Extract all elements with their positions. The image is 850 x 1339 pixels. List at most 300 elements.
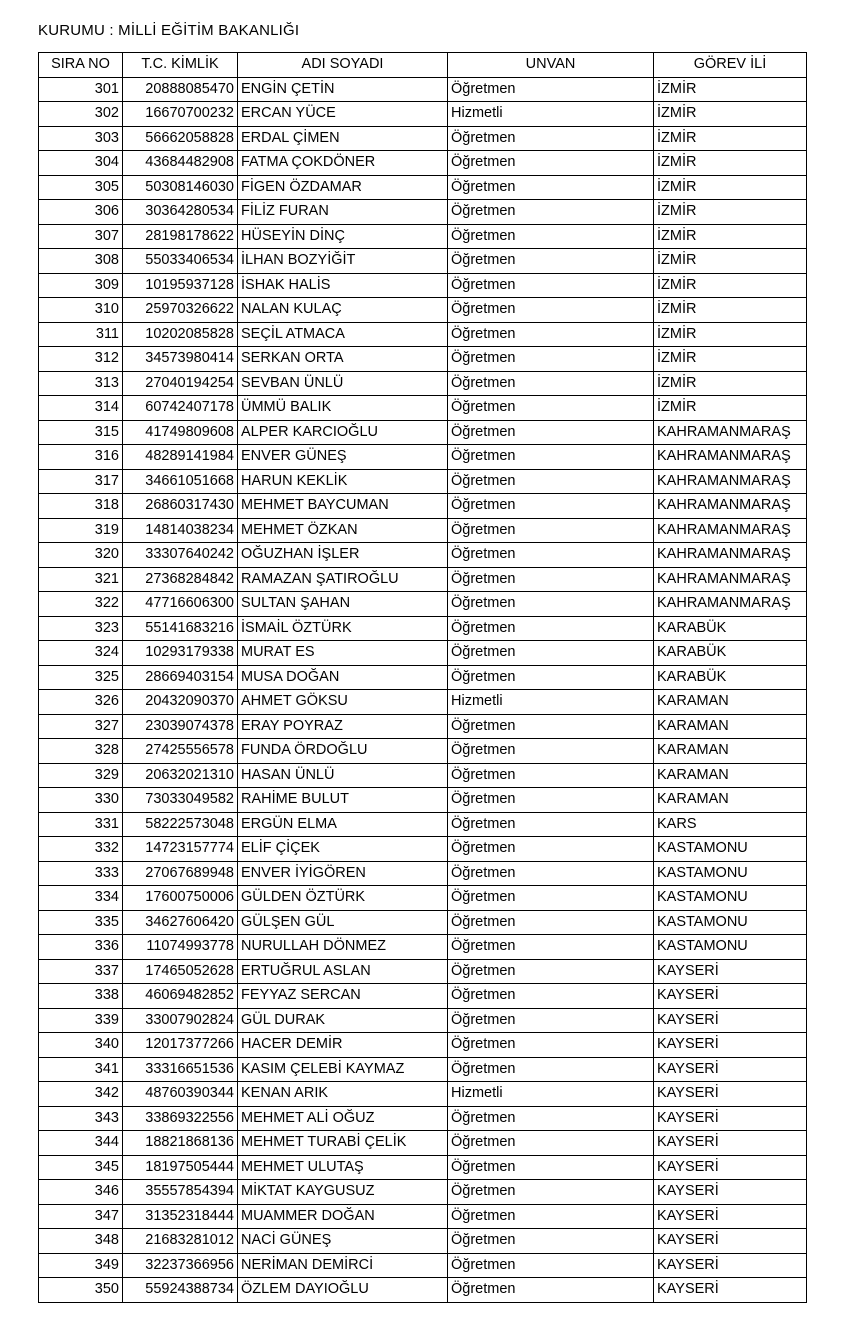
adi-soyadi-cell: ERCAN YÜCE bbox=[238, 102, 448, 127]
column-header-sira-no: SIRA NO bbox=[39, 53, 123, 78]
adi-soyadi-cell: ELİF ÇİÇEK bbox=[238, 837, 448, 862]
adi-soyadi-cell: FİLİZ FURAN bbox=[238, 200, 448, 225]
gorev-ili-cell: KAYSERİ bbox=[654, 1155, 807, 1180]
sira-no-cell: 338 bbox=[39, 984, 123, 1009]
adi-soyadi-cell: İSMAİL ÖZTÜRK bbox=[238, 616, 448, 641]
unvan-cell: Öğretmen bbox=[448, 273, 654, 298]
table-row bbox=[39, 151, 807, 176]
gorev-ili-cell: KAYSERİ bbox=[654, 1008, 807, 1033]
tc-kimlik-cell: 18821868136 bbox=[123, 1131, 238, 1156]
gorev-ili-cell: KAYSERİ bbox=[654, 1131, 807, 1156]
unvan-cell: Öğretmen bbox=[448, 886, 654, 911]
unvan-cell: Öğretmen bbox=[448, 347, 654, 372]
tc-kimlik-cell: 73033049582 bbox=[123, 788, 238, 813]
table-row bbox=[39, 543, 807, 568]
sira-no-cell: 342 bbox=[39, 1082, 123, 1107]
table-row bbox=[39, 910, 807, 935]
tc-kimlik-cell: 25970326622 bbox=[123, 298, 238, 323]
tc-kimlik-cell: 55033406534 bbox=[123, 249, 238, 274]
sira-no-cell: 347 bbox=[39, 1204, 123, 1229]
gorev-ili-cell: KAYSERİ bbox=[654, 1057, 807, 1082]
gorev-ili-cell: KASTAMONU bbox=[654, 886, 807, 911]
sira-no-cell: 337 bbox=[39, 959, 123, 984]
tc-kimlik-cell: 33307640242 bbox=[123, 543, 238, 568]
table-row bbox=[39, 935, 807, 960]
adi-soyadi-cell: ENGİN ÇETİN bbox=[238, 77, 448, 102]
adi-soyadi-cell: SEÇİL ATMACA bbox=[238, 322, 448, 347]
tc-kimlik-cell: 43684482908 bbox=[123, 151, 238, 176]
sira-no-cell: 344 bbox=[39, 1131, 123, 1156]
table-header-row bbox=[39, 53, 807, 78]
sira-no-cell: 313 bbox=[39, 371, 123, 396]
table-row bbox=[39, 298, 807, 323]
gorev-ili-cell: İZMİR bbox=[654, 347, 807, 372]
tc-kimlik-cell: 20632021310 bbox=[123, 763, 238, 788]
adi-soyadi-cell: MEHMET TURABİ ÇELİK bbox=[238, 1131, 448, 1156]
unvan-cell: Öğretmen bbox=[448, 420, 654, 445]
adi-soyadi-cell: ERGÜN ELMA bbox=[238, 812, 448, 837]
table-row bbox=[39, 690, 807, 715]
adi-soyadi-cell: ÖZLEM DAYIOĞLU bbox=[238, 1278, 448, 1303]
unvan-cell: Öğretmen bbox=[448, 714, 654, 739]
personnel-table bbox=[38, 52, 807, 1303]
adi-soyadi-cell: MUAMMER DOĞAN bbox=[238, 1204, 448, 1229]
tc-kimlik-cell: 41749809608 bbox=[123, 420, 238, 445]
table-row bbox=[39, 1057, 807, 1082]
sira-no-cell: 335 bbox=[39, 910, 123, 935]
gorev-ili-cell: KARAMAN bbox=[654, 788, 807, 813]
adi-soyadi-cell: KASIM ÇELEBİ KAYMAZ bbox=[238, 1057, 448, 1082]
tc-kimlik-cell: 16670700232 bbox=[123, 102, 238, 127]
unvan-cell: Öğretmen bbox=[448, 1204, 654, 1229]
tc-kimlik-cell: 20888085470 bbox=[123, 77, 238, 102]
adi-soyadi-cell: MEHMET ÖZKAN bbox=[238, 518, 448, 543]
adi-soyadi-cell: ENVER GÜNEŞ bbox=[238, 445, 448, 470]
table-row bbox=[39, 567, 807, 592]
tc-kimlik-cell: 33007902824 bbox=[123, 1008, 238, 1033]
institution-header: KURUMU : MİLLİ EĞİTİM BAKANLIĞI bbox=[38, 22, 300, 39]
adi-soyadi-cell: HARUN KEKLİK bbox=[238, 469, 448, 494]
adi-soyadi-cell: NALAN KULAÇ bbox=[238, 298, 448, 323]
adi-soyadi-cell: RAHİME BULUT bbox=[238, 788, 448, 813]
tc-kimlik-cell: 50308146030 bbox=[123, 175, 238, 200]
unvan-cell: Öğretmen bbox=[448, 1131, 654, 1156]
table-row bbox=[39, 469, 807, 494]
gorev-ili-cell: KAHRAMANMARAŞ bbox=[654, 543, 807, 568]
gorev-ili-cell: İZMİR bbox=[654, 371, 807, 396]
tc-kimlik-cell: 27425556578 bbox=[123, 739, 238, 764]
tc-kimlik-cell: 55924388734 bbox=[123, 1278, 238, 1303]
adi-soyadi-cell: FUNDA ÖRDOĞLU bbox=[238, 739, 448, 764]
sira-no-cell: 321 bbox=[39, 567, 123, 592]
gorev-ili-cell: KAYSERİ bbox=[654, 1278, 807, 1303]
gorev-ili-cell: KAYSERİ bbox=[654, 1229, 807, 1254]
unvan-cell: Öğretmen bbox=[448, 200, 654, 225]
unvan-cell: Öğretmen bbox=[448, 126, 654, 151]
gorev-ili-cell: KAYSERİ bbox=[654, 1082, 807, 1107]
adi-soyadi-cell: MURAT ES bbox=[238, 641, 448, 666]
unvan-cell: Öğretmen bbox=[448, 812, 654, 837]
gorev-ili-cell: İZMİR bbox=[654, 175, 807, 200]
unvan-cell: Öğretmen bbox=[448, 1106, 654, 1131]
tc-kimlik-cell: 17465052628 bbox=[123, 959, 238, 984]
adi-soyadi-cell: GÜLŞEN GÜL bbox=[238, 910, 448, 935]
unvan-cell: Öğretmen bbox=[448, 935, 654, 960]
adi-soyadi-cell: ÜMMÜ BALIK bbox=[238, 396, 448, 421]
unvan-cell: Öğretmen bbox=[448, 469, 654, 494]
unvan-cell: Öğretmen bbox=[448, 616, 654, 641]
adi-soyadi-cell: GÜLDEN ÖZTÜRK bbox=[238, 886, 448, 911]
gorev-ili-cell: İZMİR bbox=[654, 102, 807, 127]
column-header-gorev-ili: GÖREV İLİ bbox=[654, 53, 807, 78]
table-row bbox=[39, 494, 807, 519]
unvan-cell: Öğretmen bbox=[448, 224, 654, 249]
table-row bbox=[39, 1253, 807, 1278]
tc-kimlik-cell: 47716606300 bbox=[123, 592, 238, 617]
table-row bbox=[39, 1229, 807, 1254]
sira-no-cell: 323 bbox=[39, 616, 123, 641]
gorev-ili-cell: İZMİR bbox=[654, 298, 807, 323]
sira-no-cell: 327 bbox=[39, 714, 123, 739]
gorev-ili-cell: KAHRAMANMARAŞ bbox=[654, 567, 807, 592]
tc-kimlik-cell: 18197505444 bbox=[123, 1155, 238, 1180]
sira-no-cell: 349 bbox=[39, 1253, 123, 1278]
unvan-cell: Öğretmen bbox=[448, 959, 654, 984]
unvan-cell: Öğretmen bbox=[448, 1253, 654, 1278]
unvan-cell: Öğretmen bbox=[448, 298, 654, 323]
gorev-ili-cell: KARAMAN bbox=[654, 690, 807, 715]
tc-kimlik-cell: 35557854394 bbox=[123, 1180, 238, 1205]
unvan-cell: Öğretmen bbox=[448, 788, 654, 813]
gorev-ili-cell: İZMİR bbox=[654, 273, 807, 298]
tc-kimlik-cell: 21683281012 bbox=[123, 1229, 238, 1254]
adi-soyadi-cell: FİGEN ÖZDAMAR bbox=[238, 175, 448, 200]
unvan-cell: Öğretmen bbox=[448, 665, 654, 690]
table-row bbox=[39, 714, 807, 739]
table-row bbox=[39, 445, 807, 470]
unvan-cell: Öğretmen bbox=[448, 518, 654, 543]
sira-no-cell: 322 bbox=[39, 592, 123, 617]
table-row bbox=[39, 273, 807, 298]
tc-kimlik-cell: 30364280534 bbox=[123, 200, 238, 225]
tc-kimlik-cell: 46069482852 bbox=[123, 984, 238, 1009]
adi-soyadi-cell: İLHAN BOZYİĞİT bbox=[238, 249, 448, 274]
gorev-ili-cell: İZMİR bbox=[654, 396, 807, 421]
gorev-ili-cell: İZMİR bbox=[654, 200, 807, 225]
table-row bbox=[39, 665, 807, 690]
table-row bbox=[39, 959, 807, 984]
gorev-ili-cell: KARAMAN bbox=[654, 739, 807, 764]
sira-no-cell: 343 bbox=[39, 1106, 123, 1131]
table-row bbox=[39, 1155, 807, 1180]
unvan-cell: Öğretmen bbox=[448, 396, 654, 421]
sira-no-cell: 334 bbox=[39, 886, 123, 911]
unvan-cell: Öğretmen bbox=[448, 1057, 654, 1082]
unvan-cell: Öğretmen bbox=[448, 984, 654, 1009]
sira-no-cell: 350 bbox=[39, 1278, 123, 1303]
gorev-ili-cell: KAHRAMANMARAŞ bbox=[654, 592, 807, 617]
table-row bbox=[39, 861, 807, 886]
sira-no-cell: 330 bbox=[39, 788, 123, 813]
sira-no-cell: 340 bbox=[39, 1033, 123, 1058]
adi-soyadi-cell: ERDAL ÇİMEN bbox=[238, 126, 448, 151]
unvan-cell: Hizmetli bbox=[448, 690, 654, 715]
sira-no-cell: 320 bbox=[39, 543, 123, 568]
adi-soyadi-cell: MEHMET ALİ OĞUZ bbox=[238, 1106, 448, 1131]
tc-kimlik-cell: 28669403154 bbox=[123, 665, 238, 690]
adi-soyadi-cell: AHMET GÖKSU bbox=[238, 690, 448, 715]
unvan-cell: Öğretmen bbox=[448, 1180, 654, 1205]
sira-no-cell: 329 bbox=[39, 763, 123, 788]
adi-soyadi-cell: NURULLAH DÖNMEZ bbox=[238, 935, 448, 960]
adi-soyadi-cell: ENVER İYİGÖREN bbox=[238, 861, 448, 886]
table-row bbox=[39, 371, 807, 396]
table-row bbox=[39, 788, 807, 813]
tc-kimlik-cell: 10195937128 bbox=[123, 273, 238, 298]
gorev-ili-cell: KAYSERİ bbox=[654, 1253, 807, 1278]
gorev-ili-cell: İZMİR bbox=[654, 126, 807, 151]
unvan-cell: Öğretmen bbox=[448, 1033, 654, 1058]
table-row bbox=[39, 518, 807, 543]
sira-no-cell: 309 bbox=[39, 273, 123, 298]
table-row bbox=[39, 984, 807, 1009]
table-row bbox=[39, 886, 807, 911]
sira-no-cell: 308 bbox=[39, 249, 123, 274]
unvan-cell: Öğretmen bbox=[448, 249, 654, 274]
tc-kimlik-cell: 31352318444 bbox=[123, 1204, 238, 1229]
table-row bbox=[39, 763, 807, 788]
tc-kimlik-cell: 48289141984 bbox=[123, 445, 238, 470]
gorev-ili-cell: KAYSERİ bbox=[654, 984, 807, 1009]
adi-soyadi-cell: ERAY POYRAZ bbox=[238, 714, 448, 739]
sira-no-cell: 319 bbox=[39, 518, 123, 543]
tc-kimlik-cell: 10202085828 bbox=[123, 322, 238, 347]
sira-no-cell: 325 bbox=[39, 665, 123, 690]
table-row bbox=[39, 322, 807, 347]
gorev-ili-cell: KARABÜK bbox=[654, 665, 807, 690]
sira-no-cell: 305 bbox=[39, 175, 123, 200]
unvan-cell: Öğretmen bbox=[448, 641, 654, 666]
sira-no-cell: 345 bbox=[39, 1155, 123, 1180]
gorev-ili-cell: KAHRAMANMARAŞ bbox=[654, 518, 807, 543]
tc-kimlik-cell: 23039074378 bbox=[123, 714, 238, 739]
adi-soyadi-cell: GÜL DURAK bbox=[238, 1008, 448, 1033]
sira-no-cell: 310 bbox=[39, 298, 123, 323]
adi-soyadi-cell: SEVBAN ÜNLÜ bbox=[238, 371, 448, 396]
table-row bbox=[39, 1008, 807, 1033]
table-row bbox=[39, 200, 807, 225]
sira-no-cell: 301 bbox=[39, 77, 123, 102]
sira-no-cell: 317 bbox=[39, 469, 123, 494]
unvan-cell: Öğretmen bbox=[448, 567, 654, 592]
column-header-unvan: UNVAN bbox=[448, 53, 654, 78]
tc-kimlik-cell: 12017377266 bbox=[123, 1033, 238, 1058]
gorev-ili-cell: KAYSERİ bbox=[654, 1033, 807, 1058]
table-row bbox=[39, 1131, 807, 1156]
gorev-ili-cell: İZMİR bbox=[654, 249, 807, 274]
unvan-cell: Öğretmen bbox=[448, 543, 654, 568]
tc-kimlik-cell: 33316651536 bbox=[123, 1057, 238, 1082]
adi-soyadi-cell: HÜSEYİN DİNÇ bbox=[238, 224, 448, 249]
table-row bbox=[39, 175, 807, 200]
tc-kimlik-cell: 48760390344 bbox=[123, 1082, 238, 1107]
unvan-cell: Öğretmen bbox=[448, 763, 654, 788]
table-row bbox=[39, 812, 807, 837]
sira-no-cell: 307 bbox=[39, 224, 123, 249]
tc-kimlik-cell: 26860317430 bbox=[123, 494, 238, 519]
unvan-cell: Öğretmen bbox=[448, 592, 654, 617]
table-row bbox=[39, 396, 807, 421]
tc-kimlik-cell: 11074993778 bbox=[123, 935, 238, 960]
unvan-cell: Öğretmen bbox=[448, 151, 654, 176]
tc-kimlik-cell: 14814038234 bbox=[123, 518, 238, 543]
gorev-ili-cell: KAYSERİ bbox=[654, 959, 807, 984]
unvan-cell: Öğretmen bbox=[448, 77, 654, 102]
adi-soyadi-cell: İSHAK HALİS bbox=[238, 273, 448, 298]
adi-soyadi-cell: NACİ GÜNEŞ bbox=[238, 1229, 448, 1254]
gorev-ili-cell: KARS bbox=[654, 812, 807, 837]
adi-soyadi-cell: OĞUZHAN İŞLER bbox=[238, 543, 448, 568]
table-row bbox=[39, 77, 807, 102]
table-row bbox=[39, 249, 807, 274]
tc-kimlik-cell: 58222573048 bbox=[123, 812, 238, 837]
sira-no-cell: 336 bbox=[39, 935, 123, 960]
unvan-cell: Hizmetli bbox=[448, 102, 654, 127]
sira-no-cell: 303 bbox=[39, 126, 123, 151]
gorev-ili-cell: KAHRAMANMARAŞ bbox=[654, 494, 807, 519]
sira-no-cell: 318 bbox=[39, 494, 123, 519]
tc-kimlik-cell: 14723157774 bbox=[123, 837, 238, 862]
sira-no-cell: 341 bbox=[39, 1057, 123, 1082]
table-row bbox=[39, 1082, 807, 1107]
gorev-ili-cell: KARABÜK bbox=[654, 616, 807, 641]
sira-no-cell: 339 bbox=[39, 1008, 123, 1033]
unvan-cell: Hizmetli bbox=[448, 1082, 654, 1107]
gorev-ili-cell: KAYSERİ bbox=[654, 1106, 807, 1131]
table-row bbox=[39, 616, 807, 641]
column-header-adi-soyadi: ADI SOYADI bbox=[238, 53, 448, 78]
table-row bbox=[39, 1106, 807, 1131]
adi-soyadi-cell: ALPER KARCIOĞLU bbox=[238, 420, 448, 445]
table-row bbox=[39, 347, 807, 372]
sira-no-cell: 306 bbox=[39, 200, 123, 225]
tc-kimlik-cell: 27368284842 bbox=[123, 567, 238, 592]
adi-soyadi-cell: SERKAN ORTA bbox=[238, 347, 448, 372]
table-row bbox=[39, 1278, 807, 1303]
unvan-cell: Öğretmen bbox=[448, 322, 654, 347]
adi-soyadi-cell: FATMA ÇOKDÖNER bbox=[238, 151, 448, 176]
sira-no-cell: 346 bbox=[39, 1180, 123, 1205]
table-row bbox=[39, 739, 807, 764]
unvan-cell: Öğretmen bbox=[448, 1278, 654, 1303]
adi-soyadi-cell: KENAN ARIK bbox=[238, 1082, 448, 1107]
gorev-ili-cell: KASTAMONU bbox=[654, 910, 807, 935]
tc-kimlik-cell: 34661051668 bbox=[123, 469, 238, 494]
tc-kimlik-cell: 27067689948 bbox=[123, 861, 238, 886]
adi-soyadi-cell: MEHMET BAYCUMAN bbox=[238, 494, 448, 519]
adi-soyadi-cell: NERİMAN DEMİRCİ bbox=[238, 1253, 448, 1278]
gorev-ili-cell: KARABÜK bbox=[654, 641, 807, 666]
gorev-ili-cell: KASTAMONU bbox=[654, 861, 807, 886]
gorev-ili-cell: İZMİR bbox=[654, 77, 807, 102]
column-header-tc-kimlik: T.C. KİMLİK bbox=[123, 53, 238, 78]
table-row bbox=[39, 224, 807, 249]
unvan-cell: Öğretmen bbox=[448, 371, 654, 396]
gorev-ili-cell: KAYSERİ bbox=[654, 1204, 807, 1229]
tc-kimlik-cell: 33869322556 bbox=[123, 1106, 238, 1131]
unvan-cell: Öğretmen bbox=[448, 494, 654, 519]
sira-no-cell: 312 bbox=[39, 347, 123, 372]
tc-kimlik-cell: 20432090370 bbox=[123, 690, 238, 715]
gorev-ili-cell: KAHRAMANMARAŞ bbox=[654, 445, 807, 470]
sira-no-cell: 331 bbox=[39, 812, 123, 837]
adi-soyadi-cell: HACER DEMİR bbox=[238, 1033, 448, 1058]
table-body bbox=[39, 77, 807, 1302]
adi-soyadi-cell: MUSA DOĞAN bbox=[238, 665, 448, 690]
adi-soyadi-cell: MİKTAT KAYGUSUZ bbox=[238, 1180, 448, 1205]
sira-no-cell: 316 bbox=[39, 445, 123, 470]
gorev-ili-cell: KASTAMONU bbox=[654, 837, 807, 862]
sira-no-cell: 332 bbox=[39, 837, 123, 862]
tc-kimlik-cell: 28198178622 bbox=[123, 224, 238, 249]
gorev-ili-cell: KAYSERİ bbox=[654, 1180, 807, 1205]
table-row bbox=[39, 1180, 807, 1205]
gorev-ili-cell: KARAMAN bbox=[654, 763, 807, 788]
sira-no-cell: 333 bbox=[39, 861, 123, 886]
gorev-ili-cell: KARAMAN bbox=[654, 714, 807, 739]
table-row bbox=[39, 420, 807, 445]
unvan-cell: Öğretmen bbox=[448, 1008, 654, 1033]
gorev-ili-cell: KASTAMONU bbox=[654, 935, 807, 960]
tc-kimlik-cell: 32237366956 bbox=[123, 1253, 238, 1278]
tc-kimlik-cell: 56662058828 bbox=[123, 126, 238, 151]
sira-no-cell: 304 bbox=[39, 151, 123, 176]
unvan-cell: Öğretmen bbox=[448, 739, 654, 764]
adi-soyadi-cell: SULTAN ŞAHAN bbox=[238, 592, 448, 617]
tc-kimlik-cell: 10293179338 bbox=[123, 641, 238, 666]
sira-no-cell: 326 bbox=[39, 690, 123, 715]
unvan-cell: Öğretmen bbox=[448, 861, 654, 886]
sira-no-cell: 314 bbox=[39, 396, 123, 421]
unvan-cell: Öğretmen bbox=[448, 910, 654, 935]
adi-soyadi-cell: RAMAZAN ŞATIROĞLU bbox=[238, 567, 448, 592]
gorev-ili-cell: İZMİR bbox=[654, 322, 807, 347]
unvan-cell: Öğretmen bbox=[448, 1155, 654, 1180]
tc-kimlik-cell: 60742407178 bbox=[123, 396, 238, 421]
sira-no-cell: 315 bbox=[39, 420, 123, 445]
unvan-cell: Öğretmen bbox=[448, 837, 654, 862]
adi-soyadi-cell: ERTUĞRUL ASLAN bbox=[238, 959, 448, 984]
sira-no-cell: 302 bbox=[39, 102, 123, 127]
table-row bbox=[39, 641, 807, 666]
sira-no-cell: 348 bbox=[39, 1229, 123, 1254]
gorev-ili-cell: İZMİR bbox=[654, 224, 807, 249]
unvan-cell: Öğretmen bbox=[448, 1229, 654, 1254]
tc-kimlik-cell: 34627606420 bbox=[123, 910, 238, 935]
tc-kimlik-cell: 17600750006 bbox=[123, 886, 238, 911]
gorev-ili-cell: İZMİR bbox=[654, 151, 807, 176]
adi-soyadi-cell: MEHMET ULUTAŞ bbox=[238, 1155, 448, 1180]
tc-kimlik-cell: 34573980414 bbox=[123, 347, 238, 372]
tc-kimlik-cell: 27040194254 bbox=[123, 371, 238, 396]
table-row bbox=[39, 102, 807, 127]
table-row bbox=[39, 1204, 807, 1229]
adi-soyadi-cell: FEYYAZ SERCAN bbox=[238, 984, 448, 1009]
sira-no-cell: 328 bbox=[39, 739, 123, 764]
tc-kimlik-cell: 55141683216 bbox=[123, 616, 238, 641]
unvan-cell: Öğretmen bbox=[448, 445, 654, 470]
unvan-cell: Öğretmen bbox=[448, 175, 654, 200]
